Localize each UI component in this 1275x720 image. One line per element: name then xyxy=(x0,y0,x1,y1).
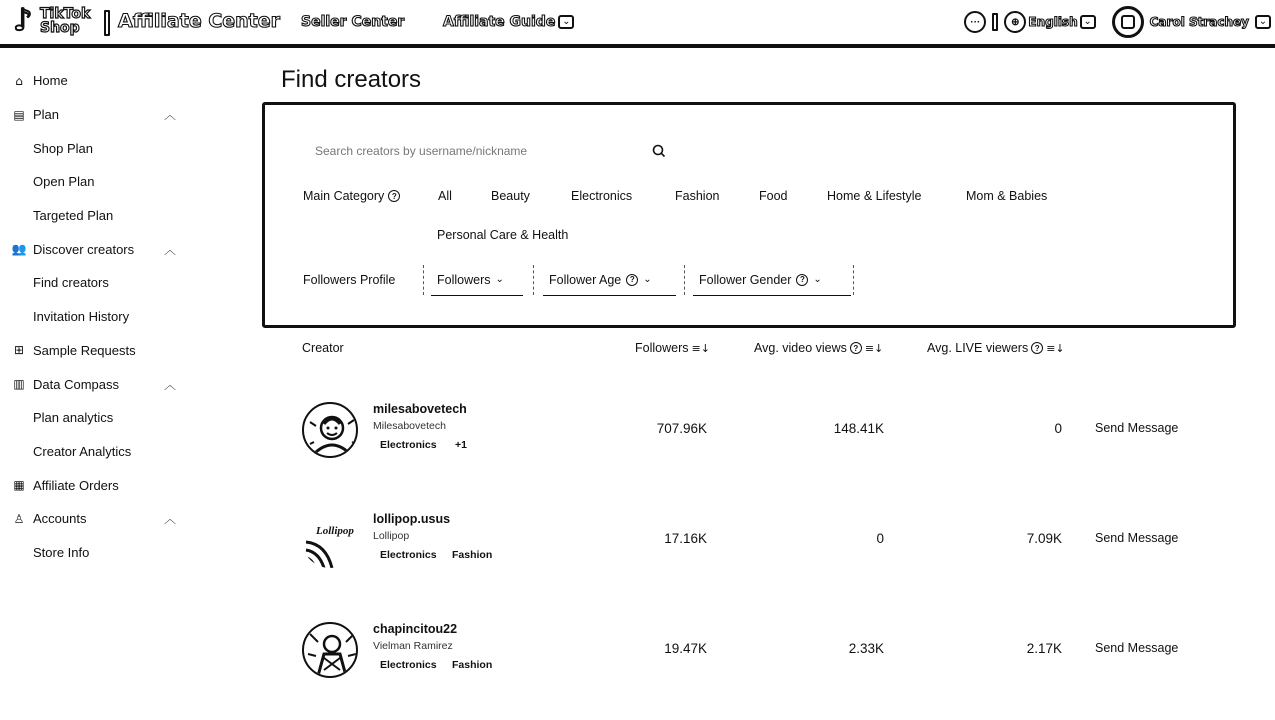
sort-icon[interactable]: ≡↓ xyxy=(1046,341,1065,355)
creator-tag: Fashion xyxy=(452,549,493,561)
creator-avatar[interactable] xyxy=(302,402,358,458)
nav-affiliate-guide[interactable] xyxy=(443,14,574,30)
column-header-avg-live-viewers-label: Avg. LIVE viewers xyxy=(927,341,1029,355)
help-icon: ? xyxy=(796,274,808,286)
select-divider xyxy=(684,265,686,295)
chevron-down-icon: ⌄ xyxy=(1080,15,1096,29)
sidebar-item-store-info[interactable] xyxy=(0,536,200,570)
creator-avatar-image xyxy=(304,624,358,678)
select-divider xyxy=(423,265,425,295)
category-beauty[interactable]: Beauty xyxy=(491,189,530,203)
creator-tag: Electronics xyxy=(380,659,437,671)
sidebar-item-label: Store Info xyxy=(33,544,90,560)
main-category-label xyxy=(303,189,400,203)
category-food[interactable]: Food xyxy=(759,189,788,203)
sidebar-item-label: Plan xyxy=(33,107,60,123)
logo-divider xyxy=(104,10,110,36)
chevron-down-icon: ⌄ xyxy=(495,274,504,285)
sidebar-item-label: Creator Analytics xyxy=(33,443,132,459)
search-icon[interactable] xyxy=(651,143,667,159)
followers-profile-label: Followers Profile xyxy=(303,273,396,287)
main-category-label-text: Main Category xyxy=(303,189,385,203)
creator-avatar-image xyxy=(304,404,358,458)
avg-live-viewers-value: 0 xyxy=(1054,421,1062,436)
nav-seller-center[interactable]: Seller Center xyxy=(301,14,405,30)
send-message-button[interactable]: Send Message xyxy=(1095,421,1179,435)
search-input[interactable] xyxy=(305,144,645,158)
followers-select[interactable] xyxy=(431,264,523,296)
sort-icon[interactable]: ≡↓ xyxy=(864,341,884,355)
follower-gender-select-label: Follower Gender xyxy=(699,272,792,287)
table-row[interactable] xyxy=(300,484,1220,594)
column-header-creator-label: Creator xyxy=(302,341,344,355)
select-divider xyxy=(853,265,855,295)
sidebar-item-sample-requests[interactable] xyxy=(0,334,200,368)
followers-value: 19.47K xyxy=(664,641,707,656)
help-icon: ? xyxy=(850,342,862,354)
nav-affiliate-guide-label: Affiliate Guide xyxy=(443,14,556,30)
creator-tag: Fashion xyxy=(452,659,493,671)
follower-age-select-label: Follower Age xyxy=(549,272,622,287)
table-row[interactable] xyxy=(300,594,1220,704)
chevron-down-icon: ⌄ xyxy=(558,15,574,29)
svg-text:Lollipop: Lollipop xyxy=(316,525,354,537)
chevron-down-icon[interactable]: ⌄ xyxy=(1255,15,1271,29)
user-name[interactable]: Carol Strachey xyxy=(1149,15,1249,29)
creator-username[interactable]: chapincitou22 xyxy=(373,622,458,636)
category-personal-care-health[interactable]: Personal Care & Health xyxy=(437,228,569,242)
chevron-down-icon: ⌄ xyxy=(643,274,652,285)
top-divider xyxy=(992,13,998,31)
column-header-followers-label: Followers xyxy=(635,341,689,355)
chart-icon: ▥ xyxy=(13,377,25,392)
creator-tag-more[interactable]: +1 xyxy=(455,439,467,451)
column-header-avg-live-viewers[interactable] xyxy=(927,341,1065,355)
sidebar-item-creator-analytics[interactable] xyxy=(0,435,200,469)
creators-icon: 👥 xyxy=(11,242,27,257)
creator-username[interactable]: milesabovetech xyxy=(373,402,467,416)
plan-icon: ▤ xyxy=(13,107,25,122)
column-header-avg-video-views[interactable] xyxy=(754,341,883,355)
follower-age-select[interactable] xyxy=(543,264,676,296)
chevron-up-icon: ︿ xyxy=(164,108,177,123)
send-message-button[interactable]: Send Message xyxy=(1095,531,1179,545)
sidebar-item-affiliate-orders[interactable] xyxy=(0,468,200,502)
sidebar-item-find-creators[interactable] xyxy=(0,266,200,300)
sidebar-item-label: Shop Plan xyxy=(33,140,93,156)
column-header-creator xyxy=(302,341,344,355)
top-bar xyxy=(0,0,1275,48)
orders-icon: ▦ xyxy=(13,478,25,493)
send-message-button[interactable]: Send Message xyxy=(1095,641,1179,655)
follower-gender-select[interactable] xyxy=(693,264,851,296)
message-icon[interactable]: ··· xyxy=(964,11,986,33)
category-mom-babies[interactable]: Mom & Babies xyxy=(966,189,1048,203)
lollipop-logo xyxy=(302,512,358,568)
sort-icon[interactable]: ≡↓ xyxy=(691,341,710,355)
avg-video-views-value: 0 xyxy=(876,531,884,546)
sidebar-item-shop-plan[interactable] xyxy=(0,131,200,165)
sidebar-item-label: Accounts xyxy=(33,511,87,527)
sidebar-item-home[interactable] xyxy=(0,64,200,98)
language-label: English xyxy=(1028,15,1078,29)
creator-avatar[interactable] xyxy=(302,512,358,568)
tiktok-note-icon: ♪ xyxy=(13,3,33,38)
chevron-up-icon: ︿ xyxy=(164,242,177,257)
chevron-up-icon: ︿ xyxy=(164,377,177,392)
category-all[interactable]: All xyxy=(438,189,452,203)
sidebar-item-label: Sample Requests xyxy=(33,342,136,358)
sidebar-item-label: Targeted Plan xyxy=(33,208,114,224)
column-header-avg-video-views-label: Avg. video views xyxy=(754,341,847,355)
sidebar-item-label: Find creators xyxy=(33,275,109,291)
followers-value: 707.96K xyxy=(656,421,707,436)
logo-line-2: Shop xyxy=(40,20,80,36)
help-icon: ? xyxy=(626,274,638,286)
help-icon[interactable]: ? xyxy=(388,190,400,202)
home-icon: ⌂ xyxy=(15,73,23,88)
sidebar-item-label: Data Compass xyxy=(33,376,119,392)
creator-nickname: Milesabovetech xyxy=(373,420,446,432)
user-icon: ♙ xyxy=(13,511,25,526)
sidebar-item-open-plan[interactable] xyxy=(0,165,200,199)
logo-line-1: TikTok xyxy=(40,6,91,22)
search-bar xyxy=(305,141,665,161)
table-row[interactable] xyxy=(300,374,1220,484)
sidebar-item-plan[interactable] xyxy=(0,98,200,132)
creator-nickname: Vielman Ramirez xyxy=(373,640,453,652)
help-icon: ? xyxy=(1031,342,1043,354)
chevron-down-icon: ⌄ xyxy=(813,274,822,285)
sidebar-item-invitation-history[interactable] xyxy=(0,300,200,334)
creator-tag: Electronics xyxy=(380,439,437,451)
sidebar-item-plan-analytics[interactable] xyxy=(0,401,200,435)
category-electronics[interactable]: Electronics xyxy=(571,189,633,203)
top-right-actions xyxy=(964,6,1271,38)
creator-tag: Electronics xyxy=(380,549,437,561)
brand-title: Affiliate Center xyxy=(118,10,281,32)
category-home-lifestyle[interactable]: Home & Lifestyle xyxy=(827,189,922,203)
sidebar-item-data-compass[interactable] xyxy=(0,367,200,401)
gift-icon: ⊞ xyxy=(13,343,25,358)
sidebar-item-targeted-plan[interactable] xyxy=(0,199,200,233)
avg-video-views-value: 148.41K xyxy=(833,421,884,436)
creator-username[interactable]: lollipop.usus xyxy=(373,512,451,526)
creator-nickname: Lollipop xyxy=(373,530,410,542)
sidebar-item-label: Plan analytics xyxy=(33,410,114,426)
sidebar-item-label: Discover creators xyxy=(33,241,135,257)
sidebar-item-accounts[interactable] xyxy=(0,502,200,536)
sidebar-item-label: Affiliate Orders xyxy=(33,477,119,493)
sidebar-item-label: Open Plan xyxy=(33,174,95,190)
globe-icon: ⊕ xyxy=(1004,11,1026,33)
sidebar-item-discover-creators[interactable] xyxy=(0,232,200,266)
followers-value: 17.16K xyxy=(664,531,707,546)
followers-select-label: Followers xyxy=(437,272,491,287)
tiktok-shop-logo[interactable] xyxy=(6,2,98,40)
page-title: Find creators xyxy=(281,66,422,93)
avg-live-viewers-value: 2.17K xyxy=(1026,641,1062,656)
avg-live-viewers-value: 7.09K xyxy=(1026,531,1062,546)
category-fashion[interactable]: Fashion xyxy=(675,189,720,203)
chevron-up-icon: ︿ xyxy=(164,512,177,527)
creator-avatar[interactable] xyxy=(302,622,358,678)
language-switcher[interactable] xyxy=(1004,11,1095,33)
sidebar-item-label: Home xyxy=(33,73,68,89)
column-header-followers[interactable] xyxy=(635,341,710,355)
store-avatar-icon[interactable] xyxy=(1112,6,1144,38)
filter-panel xyxy=(262,102,1236,328)
avg-video-views-value: 2.33K xyxy=(848,641,884,656)
sidebar xyxy=(0,64,200,569)
sidebar-item-label: Invitation History xyxy=(33,309,130,325)
select-divider xyxy=(533,265,535,295)
